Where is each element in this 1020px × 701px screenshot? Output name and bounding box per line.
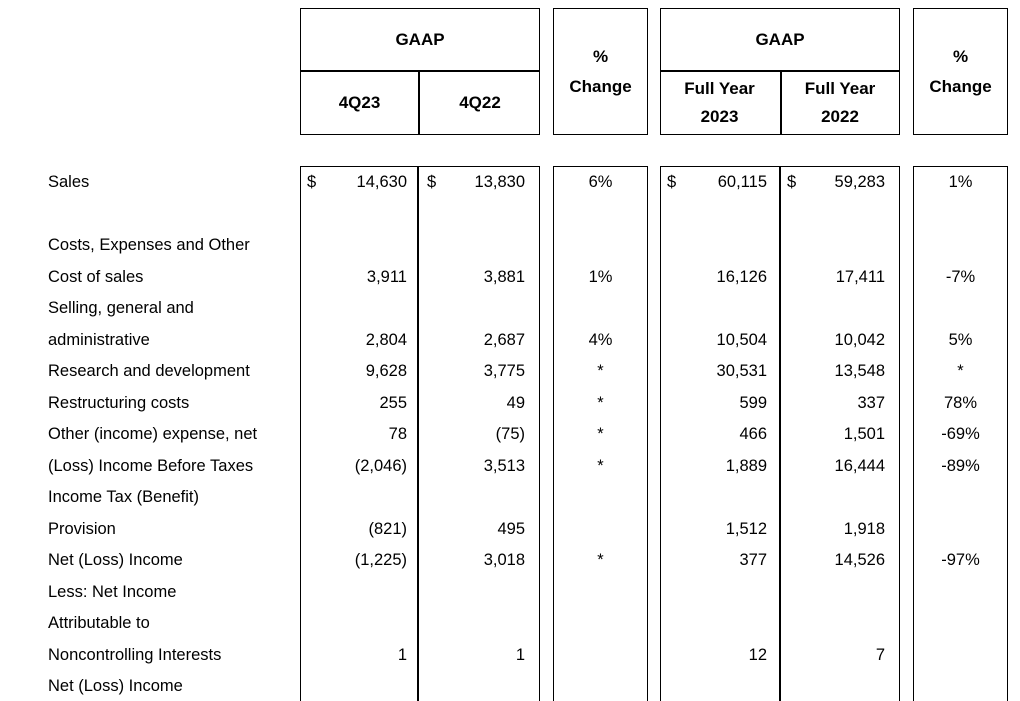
value-4q23: (1,225) <box>354 551 407 569</box>
value-fullyear-2023: 466 <box>739 425 767 443</box>
value-4q22: 49 <box>506 393 525 412</box>
value-pct-change-fullyear: * <box>957 362 964 380</box>
value-4q22: (75) <box>495 425 525 443</box>
currency-symbol: $ <box>427 173 437 191</box>
value-fullyear-2023: 1,512 <box>725 519 767 538</box>
table-row <box>0 167 1020 199</box>
row-label: Restructuring costs <box>48 393 190 412</box>
value-fullyear-2023: 599 <box>739 393 767 412</box>
value-pct-change-fullyear: 5% <box>948 330 973 349</box>
value-4q23: 1 <box>397 645 407 664</box>
row-label: Net (Loss) Income <box>48 551 183 569</box>
value-4q22: 3,513 <box>483 456 525 475</box>
row-label: Less: Net Income <box>48 582 177 601</box>
value-4q22: 3,775 <box>483 362 525 380</box>
row-label: Selling, general and <box>48 299 194 317</box>
value-fullyear-2022: 337 <box>857 393 885 412</box>
table-row <box>0 293 1020 325</box>
value-4q22: 495 <box>497 519 525 538</box>
pct-change-fullyear-header <box>914 9 1007 134</box>
table-row <box>0 356 1020 388</box>
value-fullyear-2023: 16,126 <box>716 267 767 286</box>
value-4q23: (2,046) <box>354 456 407 475</box>
row-label: Provision <box>48 519 116 538</box>
header-column-divider <box>418 70 420 134</box>
value-fullyear-2022: 1,918 <box>843 519 885 538</box>
value-pct-change-fullyear: 1% <box>948 173 973 191</box>
currency-symbol: $ <box>787 173 797 191</box>
row-label: Other (income) expense, net <box>48 425 258 443</box>
currency-symbol: $ <box>667 173 677 191</box>
gaap-quarter-header-box <box>300 8 540 135</box>
table-row <box>0 640 1020 672</box>
value-fullyear-2022: 59,283 <box>834 173 885 191</box>
value-4q23: 78 <box>388 425 407 443</box>
value-pct-change-quarter: 6% <box>588 173 613 191</box>
change-label: Change <box>929 76 992 96</box>
column-header-fullyear-2022 <box>781 71 899 134</box>
row-label: Research and development <box>48 362 250 380</box>
table-row <box>0 577 1020 609</box>
value-fullyear-2023: 10,504 <box>716 330 767 349</box>
row-label: Income Tax (Benefit) <box>48 488 200 506</box>
value-4q23: 14,630 <box>356 173 407 191</box>
value-pct-change-fullyear: -97% <box>941 551 980 569</box>
value-fullyear-2023: 1,889 <box>725 456 767 475</box>
value-pct-change-quarter: * <box>597 362 604 380</box>
year-2023-label: 2023 <box>700 106 739 126</box>
table-row <box>0 514 1020 546</box>
value-fullyear-2023: 12 <box>748 645 767 664</box>
value-4q23: 255 <box>379 393 407 412</box>
value-pct-change-quarter: * <box>597 425 604 443</box>
value-4q22: 3,018 <box>483 551 525 569</box>
change-label: Change <box>569 76 632 96</box>
row-label: Costs, Expenses and Other <box>48 236 250 254</box>
value-4q22: 13,830 <box>474 173 525 191</box>
value-fullyear-2022: 17,411 <box>835 267 885 286</box>
row-label: (Loss) Income Before Taxes <box>48 456 254 475</box>
value-fullyear-2023: 30,531 <box>716 362 767 380</box>
row-label: Attributable to <box>48 614 150 632</box>
value-pct-change-quarter: * <box>597 551 604 569</box>
column-header-4q22: 4Q22 <box>459 92 501 112</box>
table-row <box>0 451 1020 483</box>
pct-change-quarter-header <box>554 9 647 134</box>
value-pct-change-quarter: 1% <box>588 267 613 286</box>
value-pct-change-quarter: * <box>597 456 604 475</box>
row-label: Net (Loss) Income <box>48 677 183 695</box>
table-row <box>0 388 1020 420</box>
value-4q23: 2,804 <box>365 330 407 349</box>
table-row <box>0 325 1020 357</box>
row-label: Noncontrolling Interests <box>48 645 222 664</box>
pct-sign-label: % <box>592 46 609 66</box>
table-row <box>0 608 1020 640</box>
value-fullyear-2022: 13,548 <box>834 362 885 380</box>
table-row <box>0 230 1020 262</box>
pct-sign-label: % <box>952 46 969 66</box>
table-row <box>0 419 1020 451</box>
pct-change-quarter-header-box <box>553 8 648 135</box>
value-fullyear-2022: 10,042 <box>834 330 885 349</box>
row-label: administrative <box>48 330 150 349</box>
value-pct-change-quarter: 4% <box>588 330 613 349</box>
value-4q23: 9,628 <box>365 362 407 380</box>
table-row <box>0 199 1020 231</box>
fullyear-label: Full Year <box>684 79 755 99</box>
table-row <box>0 262 1020 294</box>
column-header-4q23: 4Q23 <box>338 92 381 112</box>
pct-change-fullyear-header-box <box>913 8 1008 135</box>
value-fullyear-2023: 377 <box>739 551 767 569</box>
currency-symbol: $ <box>307 173 317 191</box>
column-header-fullyear-2023 <box>661 71 778 134</box>
value-pct-change-fullyear: -89% <box>941 456 980 475</box>
value-4q22: 3,881 <box>483 267 525 286</box>
value-fullyear-2022: 16,444 <box>834 456 885 475</box>
table-row <box>0 482 1020 514</box>
value-pct-change-fullyear: -7% <box>945 267 976 286</box>
gaap-fullyear-title: GAAP <box>755 29 805 49</box>
table-row <box>0 671 1020 701</box>
table-row <box>0 545 1020 577</box>
value-fullyear-2022: 7 <box>875 645 885 664</box>
value-4q23: 3,911 <box>366 267 407 286</box>
value-fullyear-2022: 14,526 <box>834 551 885 569</box>
year-2022-label: 2022 <box>821 106 859 126</box>
value-fullyear-2022: 1,501 <box>843 425 885 443</box>
gaap-quarter-title: GAAP <box>395 29 445 49</box>
value-4q22: 2,687 <box>483 330 525 349</box>
gaap-fullyear-header-box <box>660 8 900 135</box>
fullyear-label: Full Year <box>804 79 876 99</box>
value-pct-change-fullyear: 78% <box>943 393 978 412</box>
row-label: Cost of sales <box>48 267 144 286</box>
value-fullyear-2023: 60,115 <box>717 173 767 191</box>
value-pct-change-fullyear: -69% <box>941 425 980 443</box>
value-4q23: (821) <box>368 519 407 538</box>
value-4q22: 1 <box>515 645 525 664</box>
value-pct-change-quarter: * <box>597 393 604 412</box>
row-label: Sales <box>48 173 90 191</box>
